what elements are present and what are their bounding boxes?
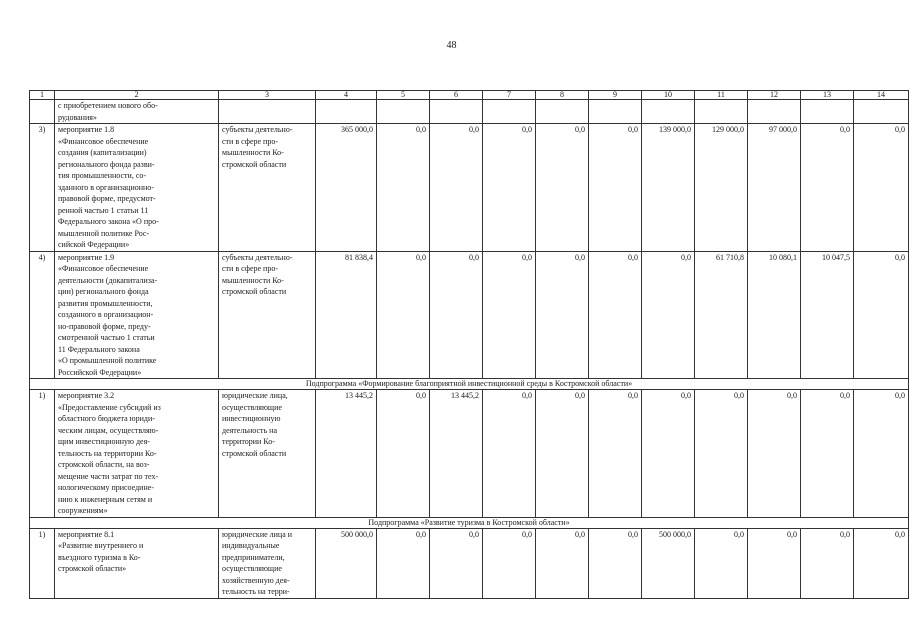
value-cell (483, 100, 536, 124)
text-line: субъекты деятельно- (222, 252, 293, 262)
text-line: хозяйственную дея- (222, 575, 290, 585)
value-cell (642, 100, 695, 124)
row-number: 4) (30, 251, 55, 379)
value-cell: 0,0 (695, 390, 748, 518)
text-line: осуществляющие (222, 402, 282, 412)
page-number: 48 (446, 40, 457, 51)
text-line: стромской области (222, 159, 287, 169)
value-cell: 0,0 (801, 124, 854, 252)
text-line: юридические лица, (222, 391, 288, 400)
value-cell: 0,0 (854, 390, 909, 518)
value-cell: 0,0 (589, 251, 642, 379)
text-line: юридические лица и (222, 529, 293, 539)
participants (219, 124, 316, 252)
table-header-row (30, 91, 909, 100)
text-line: сти в сфере про- (222, 136, 278, 146)
value-cell: 0,0 (377, 124, 430, 252)
text-line: 11 Федерального закона (58, 344, 140, 354)
text-line: «Финансовое обеспечение (58, 136, 149, 146)
text-line: «О промышленной политике (58, 356, 157, 365)
value-cell: 365 000,0 (316, 124, 377, 252)
column-header: 11 (695, 91, 748, 100)
value-cell: 0,0 (536, 124, 589, 252)
column-header: 13 (801, 91, 854, 100)
table-row (30, 124, 909, 252)
text-line: областного бюджета юриди- (58, 414, 155, 423)
value-cell: 0,0 (536, 390, 589, 518)
text-line: мышленной политике Рос- (58, 228, 150, 238)
value-cell: 10 047,5 (801, 251, 854, 379)
text-line: стромской области (222, 287, 287, 296)
text-line: нологическому присоедине- (58, 483, 154, 492)
column-header: 4 (316, 91, 377, 100)
text-line: регионального фонда разви- (58, 159, 155, 169)
value-cell: 0,0 (642, 251, 695, 379)
column-header: 2 (55, 91, 219, 100)
text-line: смотренной частью 1 статьи (58, 333, 155, 342)
text-line: щим инвестиционную дея- (58, 437, 150, 446)
text-line: деятельности (докапитализа- (58, 275, 158, 285)
text-line: ренной частью 1 статьи 11 (58, 205, 149, 215)
participants (219, 100, 316, 124)
text-line: «Финансовое обеспечение (58, 264, 149, 273)
measure-description (55, 251, 219, 379)
text-line: «Предоставление субсидий из (58, 402, 161, 412)
value-cell: 0,0 (377, 528, 430, 598)
value-cell: 0,0 (748, 390, 801, 518)
column-header: 5 (377, 91, 430, 100)
text-line: индивидуальные (222, 541, 280, 550)
row-number: 3) (30, 124, 55, 252)
text-line: ческим лицам, осуществляю- (58, 425, 159, 435)
measure-description (55, 528, 219, 598)
subprogram-row (30, 517, 909, 528)
value-cell: 13 445,2 (316, 390, 377, 518)
value-cell: 500 000,0 (642, 528, 695, 598)
text-line: въездного туризма в Ко- (58, 552, 141, 562)
value-cell: 0,0 (589, 390, 642, 518)
measure-description (55, 100, 219, 124)
text-line: сийской Федерации» (58, 240, 130, 249)
table-row (30, 528, 909, 598)
value-cell: 61 710,8 (695, 251, 748, 379)
value-cell (801, 100, 854, 124)
value-cell (430, 100, 483, 124)
text-line: рудования» (58, 112, 97, 122)
value-cell: 0,0 (801, 390, 854, 518)
value-cell (854, 100, 909, 124)
value-cell: 0,0 (801, 528, 854, 598)
column-header: 14 (854, 91, 909, 100)
value-cell: 0,0 (430, 251, 483, 379)
text-line: субъекты деятельно- (222, 125, 293, 134)
measure-description (55, 124, 219, 252)
text-line: «Развитие внутреннего и (58, 541, 144, 550)
value-cell: 500 000,0 (316, 528, 377, 598)
subprogram-title: Подпрограмма «Развитие туризма в Костромской области» (30, 517, 909, 528)
value-cell (377, 100, 430, 124)
text-line: инвестиционную (222, 414, 281, 423)
value-cell: 0,0 (483, 251, 536, 379)
value-cell (536, 100, 589, 124)
text-line: предприниматели, (222, 552, 285, 562)
text-line: территории Ко- (222, 437, 275, 446)
value-cell: 81 838,4 (316, 251, 377, 379)
value-cell: 13 445,2 (430, 390, 483, 518)
value-cell: 0,0 (854, 528, 909, 598)
value-cell: 0,0 (536, 251, 589, 379)
value-cell: 0,0 (483, 528, 536, 598)
text-line: тельность на территории Ко- (58, 448, 157, 458)
value-cell: 0,0 (854, 251, 909, 379)
measure-description (55, 390, 219, 518)
row-number: 1) (30, 528, 55, 598)
column-header: 1 (30, 91, 55, 100)
value-cell: 0,0 (695, 528, 748, 598)
text-line: зданного в организационно- (58, 182, 154, 192)
column-header: 3 (219, 91, 316, 100)
value-cell: 0,0 (748, 528, 801, 598)
value-cell: 0,0 (377, 251, 430, 379)
text-line: развития промышленности, (58, 298, 153, 308)
subprogram-row (30, 379, 909, 390)
participants (219, 251, 316, 379)
value-cell: 0,0 (536, 528, 589, 598)
text-line: стромской области (222, 448, 287, 458)
value-cell: 0,0 (642, 390, 695, 518)
participants (219, 390, 316, 518)
text-line: мышленности Ко- (222, 148, 284, 157)
text-line: Российской Федерации» (58, 367, 142, 377)
text-line: мещение части затрат по тех- (58, 471, 159, 481)
text-line: но-правовой форме, преду- (58, 321, 151, 331)
column-header: 10 (642, 91, 695, 100)
value-cell: 0,0 (430, 124, 483, 252)
text-line: мероприятие 1.8 (58, 125, 115, 134)
value-cell: 0,0 (589, 528, 642, 598)
table-row (30, 390, 909, 518)
column-header: 6 (430, 91, 483, 100)
participants (219, 528, 316, 598)
row-number (30, 100, 55, 124)
value-cell: 0,0 (483, 124, 536, 252)
text-line: деятельность на (222, 425, 277, 435)
row-number: 1) (30, 390, 55, 518)
value-cell: 10 080,1 (748, 251, 801, 379)
text-line: тельность на терри- (222, 587, 290, 596)
text-line: правовой форме, предусмот- (58, 194, 156, 203)
value-cell: 97 000,0 (748, 124, 801, 252)
value-cell: 0,0 (483, 390, 536, 518)
text-line: осуществляющие (222, 564, 282, 573)
value-cell: 0,0 (589, 124, 642, 252)
value-cell (695, 100, 748, 124)
column-header: 12 (748, 91, 801, 100)
value-cell: 129 000,0 (695, 124, 748, 252)
subprogram-title: Подпрограмма «Формирование благоприятной инвестиционной среды в Костромской области» (30, 379, 909, 390)
table-row (30, 100, 909, 124)
text-line: нию к инженерным сетям и (58, 494, 153, 504)
text-line: стромской области, на воз- (58, 460, 150, 469)
text-line: тия промышленности, со- (58, 171, 147, 180)
column-header: 7 (483, 91, 536, 100)
table-row (30, 251, 909, 379)
text-line: Федерального закона «О про- (58, 217, 159, 226)
text-line: стромской области» (58, 564, 127, 573)
column-header: 9 (589, 91, 642, 100)
column-header: 8 (536, 91, 589, 100)
text-line: мышленности Ко- (222, 275, 284, 285)
text-line: с приобретением нового обо- (58, 101, 158, 110)
text-line: мероприятие 1.9 (58, 252, 115, 262)
value-cell (748, 100, 801, 124)
text-line: ции) регионального фонда (58, 287, 149, 296)
value-cell: 0,0 (854, 124, 909, 252)
value-cell: 139 000,0 (642, 124, 695, 252)
text-line: сти в сфере про- (222, 264, 278, 273)
text-line: созданного в организацион- (58, 310, 154, 319)
text-line: мероприятие 8.1 (58, 529, 115, 539)
value-cell (316, 100, 377, 124)
text-line: мероприятие 3.2 (58, 391, 115, 400)
text-line: создания (капитализации) (58, 148, 147, 157)
value-cell: 0,0 (430, 528, 483, 598)
budget-table (29, 90, 909, 599)
value-cell: 0,0 (377, 390, 430, 518)
value-cell (589, 100, 642, 124)
text-line: сооружениям» (58, 506, 108, 515)
